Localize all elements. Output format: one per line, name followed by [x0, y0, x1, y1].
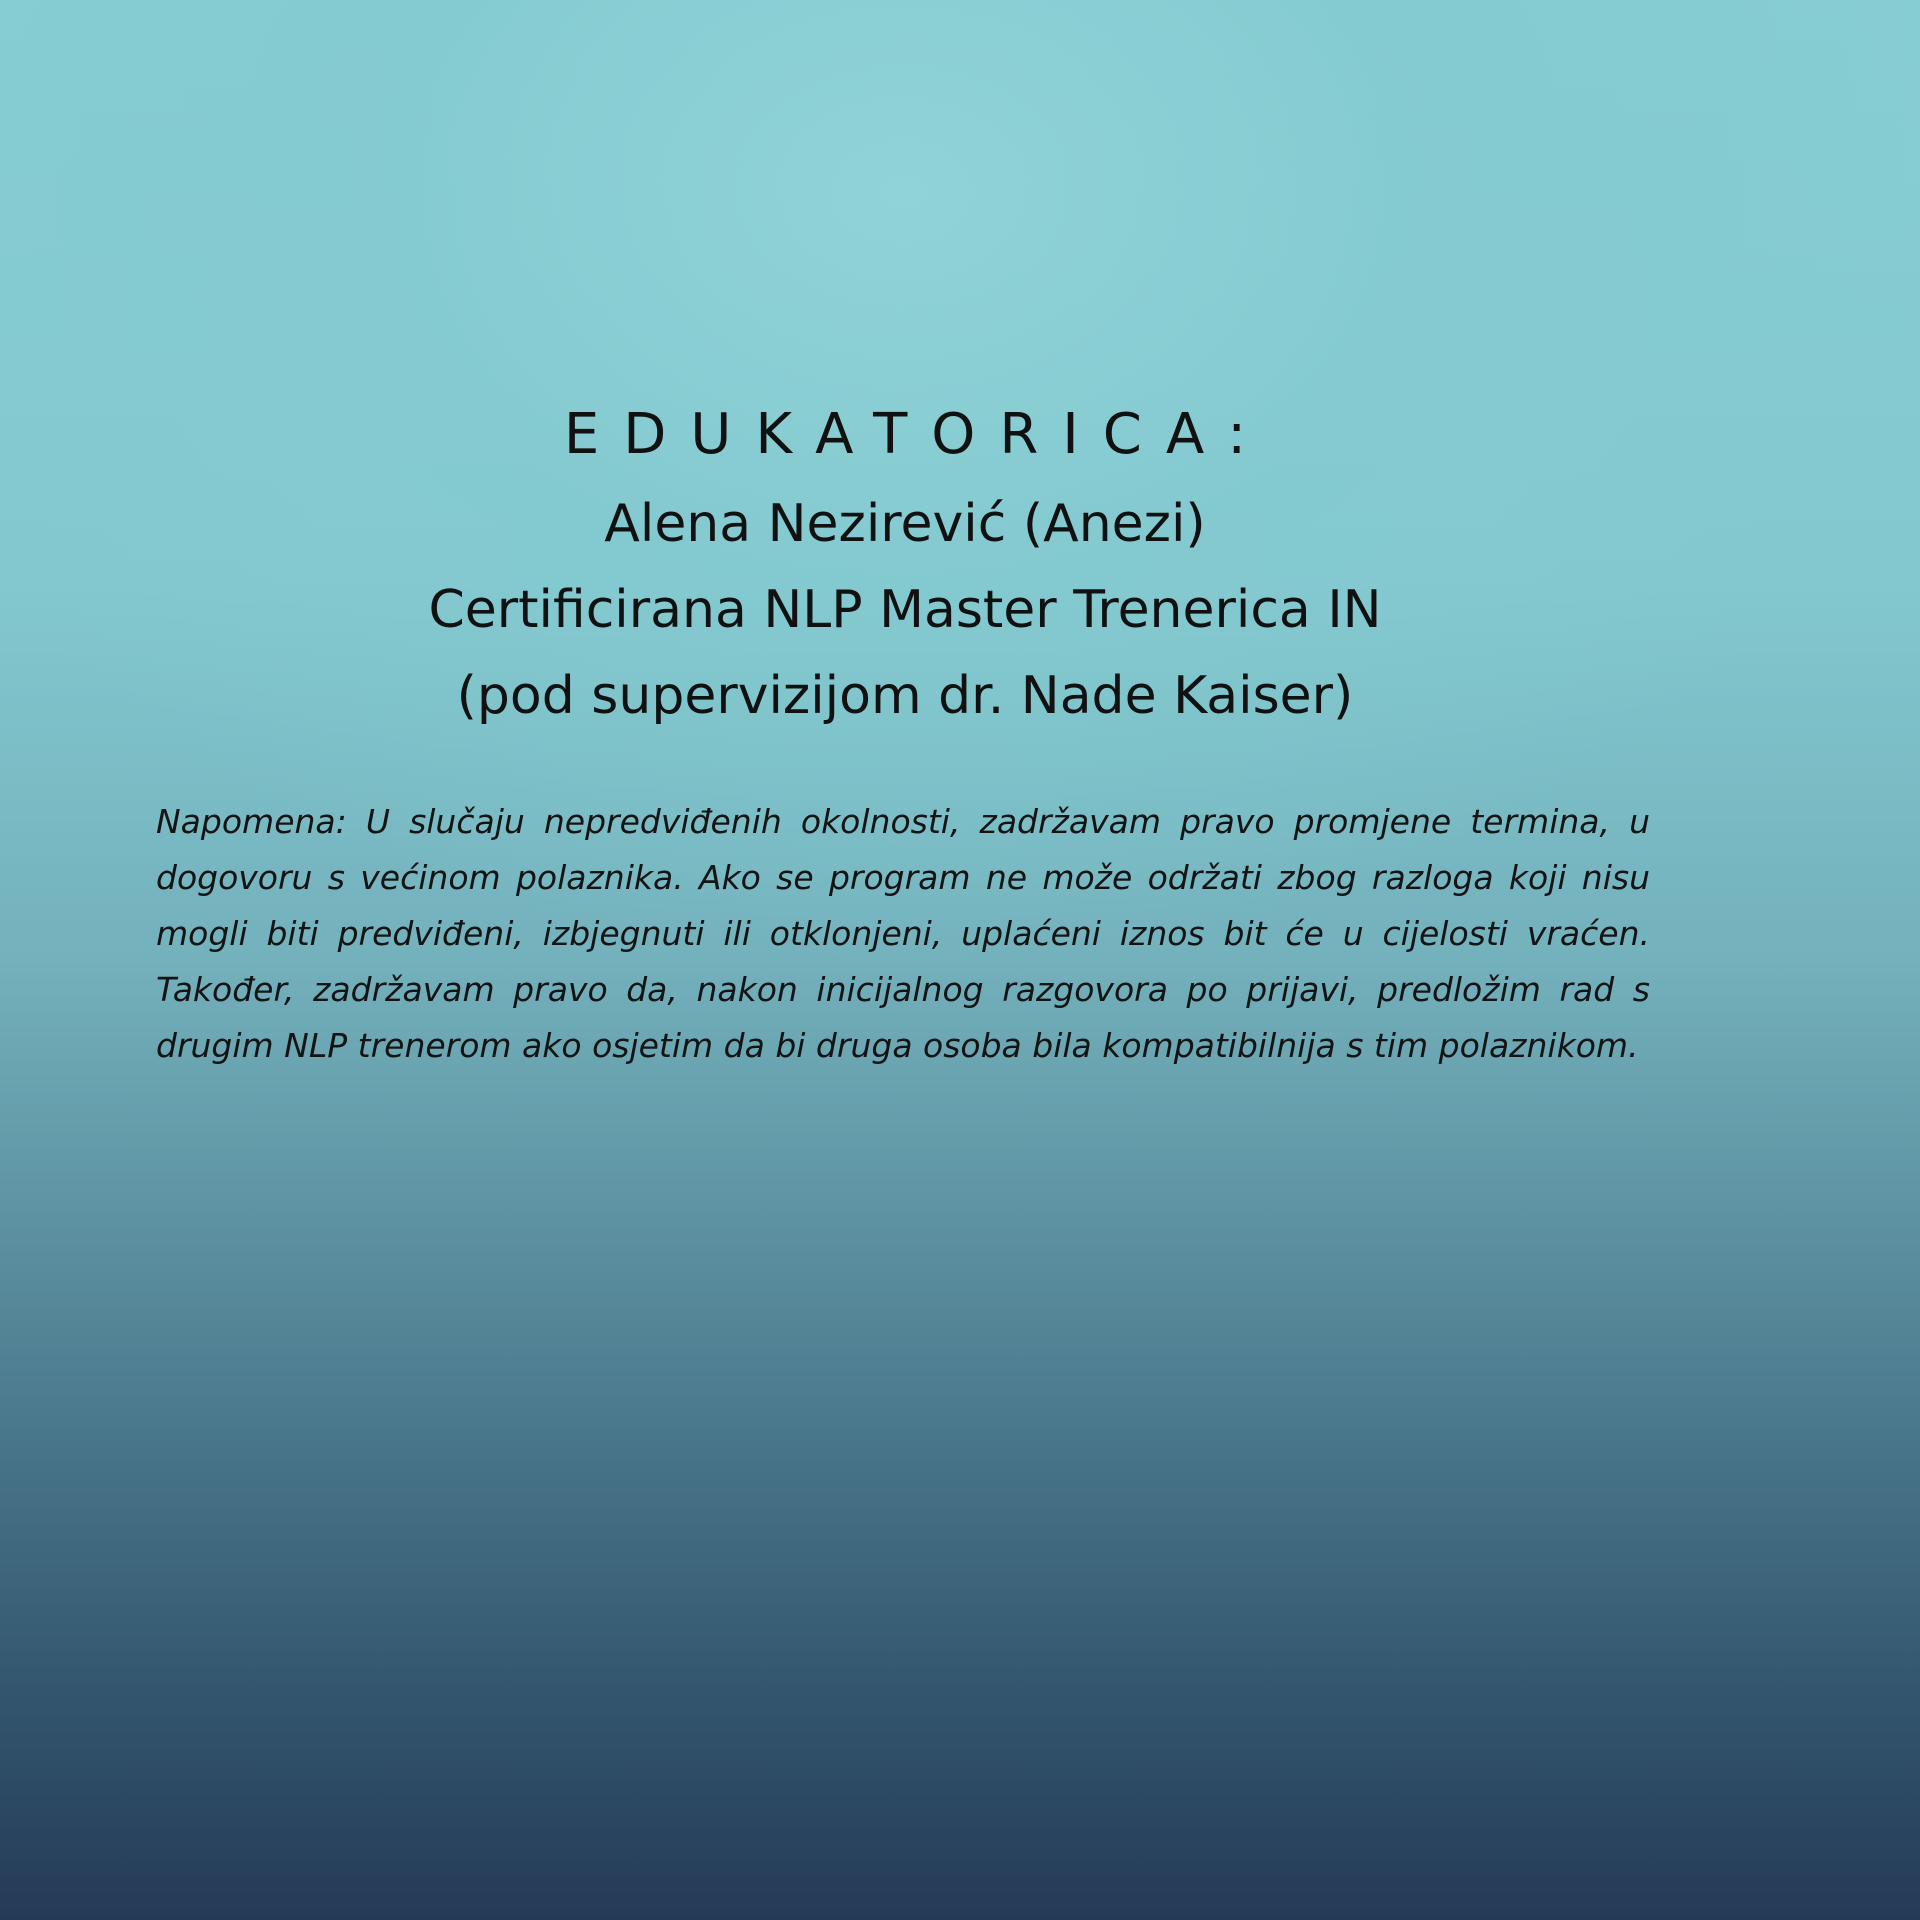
educator-name: Alena Nezirević (Anezi) — [604, 494, 1206, 554]
educator-heading-block — [280, 395, 1530, 739]
educator-supervision: (pod supervizijom dr. Nade Kaiser) — [456, 666, 1354, 726]
educator-title: Certificirana NLP Master Trenerica IN — [428, 580, 1382, 640]
educator-label: EDUKATORICA: — [563, 402, 1271, 467]
note-paragraph: Napomena: U slučaju nepredviđenih okolnosti, zadržavam pravo promjene termina, u dogovoru s većinom polaznika. Ako se program ne može održati zbog razloga koji nisu mogli biti predviđeni, izbjegnuti ili otklonjeni, uplaćeni iznos bit će u cijelosti vraćen. Također, zadržavam pravo da, nakon inicijalnog razgovora po prijavi, predložim rad s drugim NLP trenerom ako osjetim da bi druga osoba bila kompatibilnija s tim polaznikom. — [156, 802, 1650, 1065]
